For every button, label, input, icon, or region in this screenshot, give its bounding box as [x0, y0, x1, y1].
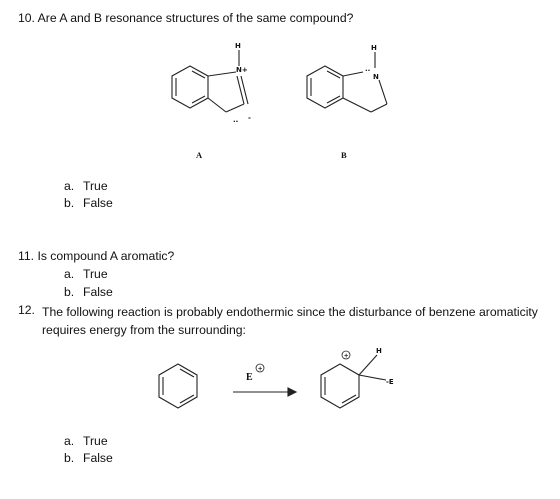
- double-bond: [180, 395, 194, 403]
- option-letter: a.: [64, 434, 75, 448]
- option-a[interactable]: [64, 434, 108, 449]
- question-text: Is compound A aromatic?: [37, 249, 175, 263]
- double-bond: [327, 71, 340, 78]
- bond: [379, 80, 387, 104]
- double-bond: [237, 76, 244, 104]
- n-atom: N: [373, 73, 379, 81]
- option-b[interactable]: [64, 285, 113, 300]
- double-bond: [192, 96, 205, 103]
- electrophile-label: E: [246, 372, 253, 383]
- label-b: B: [341, 150, 347, 160]
- bond: [208, 72, 236, 76]
- positive-charge-sign: +: [257, 365, 263, 373]
- e-substituent: -E: [386, 378, 394, 386]
- option-b[interactable]: [64, 451, 113, 466]
- arenium-ion-ring: [321, 364, 359, 408]
- h-atom: H: [235, 42, 241, 50]
- question-12-number: 12.: [18, 303, 35, 317]
- double-bond: [342, 395, 356, 403]
- double-bond: [327, 96, 340, 103]
- n-plus-atom: N+: [236, 66, 248, 74]
- c-e-bond: [359, 375, 386, 380]
- question-10: [18, 11, 353, 26]
- positive-charge-sign: +: [343, 352, 349, 360]
- question-number: 11.: [18, 249, 35, 263]
- double-bond: [192, 71, 205, 78]
- minus-charge: -: [248, 114, 251, 122]
- option-text: False: [83, 451, 113, 465]
- bond: [343, 98, 371, 112]
- benzene-ring: [307, 66, 343, 108]
- option-text: True: [83, 267, 108, 281]
- arrow-head: [288, 388, 296, 396]
- question-12-text: The following reaction is probably endothermic since the disturbance of benzene aromaticity requires energy from the surrounding:: [42, 305, 538, 337]
- option-letter: a.: [64, 267, 75, 281]
- bond: [343, 72, 363, 76]
- option-a[interactable]: [64, 179, 108, 194]
- carbanion-lone-pair: ··: [233, 118, 239, 126]
- option-letter: b.: [64, 285, 75, 299]
- bond: [371, 104, 387, 112]
- lone-pair: ··: [365, 67, 371, 75]
- question-11: [18, 249, 174, 264]
- h-atom: H: [376, 347, 382, 355]
- question-number: 10.: [18, 11, 35, 25]
- molecule-a: [160, 40, 270, 150]
- question-text: Are A and B resonance structures of the same compound?: [37, 11, 354, 25]
- option-letter: b.: [64, 196, 75, 210]
- option-b[interactable]: [64, 196, 113, 211]
- option-letter: a.: [64, 179, 75, 193]
- reaction-scheme: [150, 340, 410, 430]
- molecule-b: [295, 40, 405, 150]
- bond: [226, 104, 244, 112]
- label-a: A: [196, 150, 203, 160]
- benzene-ring: [172, 66, 208, 108]
- c-h-bond: [359, 355, 377, 375]
- double-bond: [180, 369, 194, 377]
- option-text: False: [83, 196, 113, 210]
- bond: [208, 98, 226, 112]
- option-text: True: [83, 179, 108, 193]
- option-letter: b.: [64, 451, 75, 465]
- bond: [241, 76, 248, 104]
- option-a[interactable]: [64, 267, 108, 282]
- option-text: True: [83, 434, 108, 448]
- benzene-reactant: [159, 364, 197, 408]
- option-text: False: [83, 285, 113, 299]
- h-atom: H: [371, 44, 377, 52]
